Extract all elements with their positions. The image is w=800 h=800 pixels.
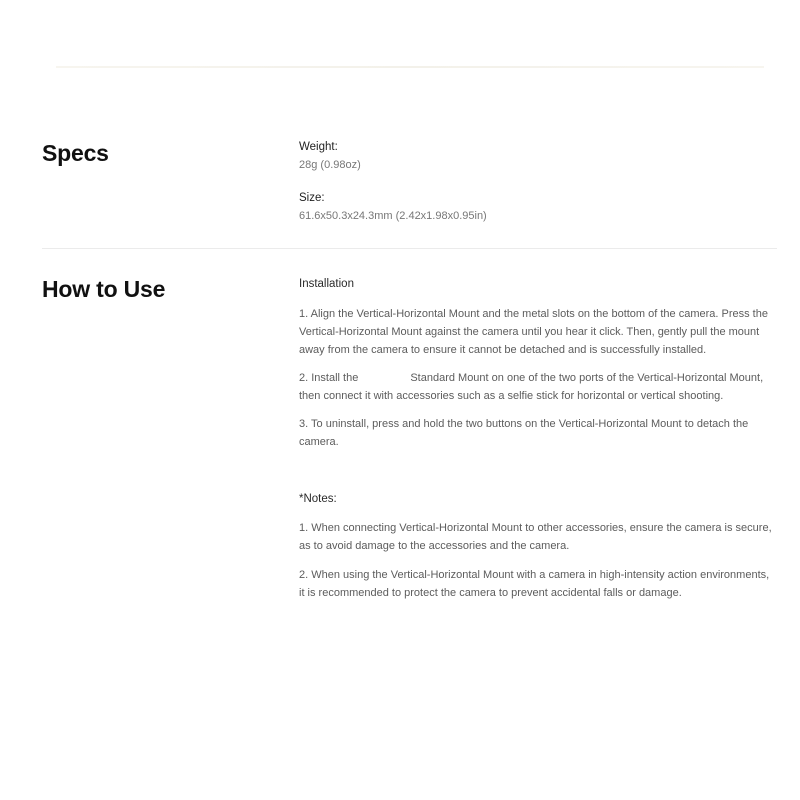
specs-heading: Specs <box>42 140 109 166</box>
spec-weight <box>299 139 777 173</box>
size-label: Size: <box>299 192 325 204</box>
weight-label: Weight: <box>299 141 338 153</box>
step-2-end: Standard Mount on one of the two ports of the Vertical-Horizontal Mount, then connect it with accessories such as a selfie stick for horizontal or vertical shooting. <box>299 372 764 402</box>
specs-content <box>299 139 777 224</box>
step-2-start: 2. Install the <box>299 372 359 384</box>
how-to-use-content <box>299 276 777 613</box>
note-item: 2. When using the Vertical-Horizontal Mount with a camera in high-intensity action environments, it is recommended to protect the camera to prevent accidental falls or damage. <box>299 569 770 599</box>
spec-size <box>299 190 777 224</box>
note-item: 1. When connecting Vertical-Horizontal Mount to other accessories, ensure the camera is secure, as to avoid damage to the accessories and the camera. <box>299 522 772 552</box>
top-divider <box>56 66 764 68</box>
installation-heading: Installation <box>299 278 354 290</box>
size-value: 61.6x50.3x24.3mm (2.42x1.98x0.95in) <box>299 210 487 222</box>
installation-step: 3. To uninstall, press and hold the two buttons on the Vertical-Horizontal Mount to detach the camera. <box>299 418 749 448</box>
notes-heading: *Notes: <box>299 493 337 505</box>
section-divider <box>42 248 777 249</box>
installation-step <box>299 369 777 405</box>
weight-value: 28g (0.98oz) <box>299 159 361 171</box>
how-to-use-heading: How to Use <box>42 276 166 302</box>
installation-step: 1. Align the Vertical-Horizontal Mount and the metal slots on the bottom of the camera. Press the Vertical-Horizontal Mount against the camera until you hear it click. Then, gently pull the mount away from the camera to ensure it cannot be detached and is successfully installed. <box>299 308 768 356</box>
